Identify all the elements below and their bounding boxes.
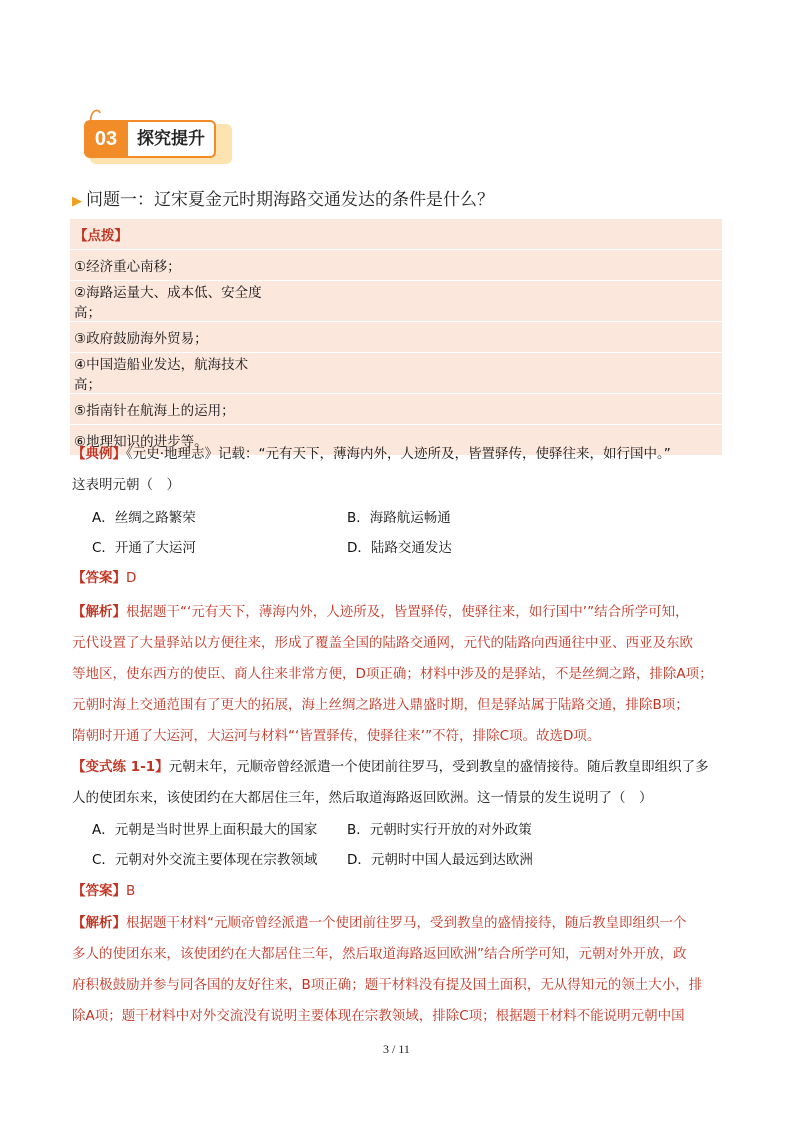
example2-option-a: A．元朝是当时世界上面积最大的国家: [92, 822, 318, 838]
example1-option-d: D．陆路交通发达: [347, 540, 452, 556]
example1-analysis: [72, 597, 722, 752]
example2-stem: [72, 752, 722, 814]
hint-row: [70, 394, 722, 425]
analysis-line: 除A项；题干材料中对外交流没有说明主要体现在宗教领域，排除C项；根据题干材料不能说明元朝中国: [72, 1008, 685, 1024]
question-title-text: 问题一：辽宋夏金元时期海路交通发达的条件是什么？: [86, 190, 494, 210]
hint-tag: 【点拨】: [70, 219, 722, 250]
hint-item: ⑤指南针在航海上的运用；: [70, 394, 274, 425]
example2-option-d: D．元朝时中国人最远到达欧洲: [347, 852, 533, 868]
hint-item: ③政府鼓励海外贸易；: [70, 322, 274, 353]
example2-analysis: [72, 908, 722, 1032]
hint-row: [70, 353, 722, 394]
hint-item: ④中国造船业发达，航海技术高；: [70, 353, 274, 394]
analysis-tag: 【解析】: [72, 604, 126, 620]
question-title: [72, 188, 494, 214]
example1-option-a: A．丝绸之路繁荣: [92, 510, 196, 526]
variant-tag: 【变式练 1-1】: [72, 759, 169, 775]
example-tag: 【典例】: [72, 446, 126, 462]
example2-option-b: B．元朝时实行开放的对外政策: [347, 822, 532, 838]
example2-stem-line1: 元朝末年，元顺帝曾经派遣一个使团前往罗马，受到教皇的盛情接待。随后教皇即组织了多: [168, 759, 709, 775]
answer-value: D: [126, 570, 137, 586]
triangle-bullet-icon: ▶: [72, 194, 82, 209]
example1-option-b: B．海路航运畅通: [347, 510, 451, 526]
example1-stem-line1: 《元史·地理志》记载：“元有天下，薄海内外，人迹所及，皆置驿传，使驿往来，如行国中。”: [126, 446, 671, 462]
example1-stem-line2: 这表明元朝（ ）: [72, 477, 180, 493]
hint-item: ①经济重心南移；: [70, 250, 274, 281]
hint-row: [70, 322, 722, 353]
answer-value: B: [126, 883, 136, 899]
analysis-line: 根据题干材料“元顺帝曾经派遣一个使团前往罗马，受到教皇的盛情接待，随后教皇即组织一个: [126, 915, 687, 931]
hint-row: [70, 219, 722, 250]
hint-table: [70, 218, 722, 455]
example2-option-c: C．元朝对外交流主要体现在宗教领域: [92, 852, 318, 868]
analysis-line: 府积极鼓励并参与同各国的友好往来，B项正确；题干材料没有提及国土面积，无从得知元的领土大小，排: [72, 977, 703, 993]
analysis-line: 元代设置了大量驿站以方便往来，形成了覆盖全国的陆路交通网，元代的陆路向西通往中亚、西亚及东欧: [72, 635, 693, 651]
example1-answer: [72, 563, 722, 594]
hint-item: ②海路运量大、成本低、安全度高；: [70, 281, 274, 322]
hint-row: [70, 281, 722, 322]
analysis-line: 根据题干“‘元有天下，薄海内外，人迹所及，皆置驿传，使驿往来，如行国中’”结合所学可知，: [126, 604, 689, 620]
analysis-line: 隋朝时开通了大运河，大运河与材料“‘皆置驿传，使驿往来’”不符，排除C项。故选D项。: [72, 728, 601, 744]
hint-item: ⑥地理知识的进步等。: [70, 425, 274, 456]
example2-answer: [72, 876, 722, 907]
analysis-line: 多人的使团东来，该使团约在大都居住三年，然后取道海路返回欧洲”结合所学可知，元朝对外开放，政: [72, 946, 687, 962]
example2-stem-line2: 人的使团东来，该使团约在大都居住三年，然后取道海路返回欧洲。这一情景的发生说明了（ ）: [72, 790, 653, 806]
answer-tag: 【答案】: [72, 570, 126, 586]
analysis-line: 元朝时海上交通范围有了更大的拓展，海上丝绸之路进入鼎盛时期，但是驿站属于陆路交通，排除B项；: [72, 697, 689, 713]
answer-tag: 【答案】: [72, 883, 126, 899]
hint-row: [70, 250, 722, 281]
analysis-line: 等地区，使东西方的使臣、商人往来非常方便，D项正确；材料中涉及的是驿站，不是丝绸之路，排除A项；: [72, 666, 713, 682]
example1-option-c: C．开通了大运河: [92, 540, 196, 556]
example1-stem: [72, 439, 722, 501]
section-badge: [84, 106, 234, 166]
page-number: 3 / 11: [383, 1042, 410, 1056]
analysis-tag: 【解析】: [72, 915, 126, 931]
section-label: 探究提升: [128, 120, 216, 158]
section-number: 03: [84, 120, 128, 158]
